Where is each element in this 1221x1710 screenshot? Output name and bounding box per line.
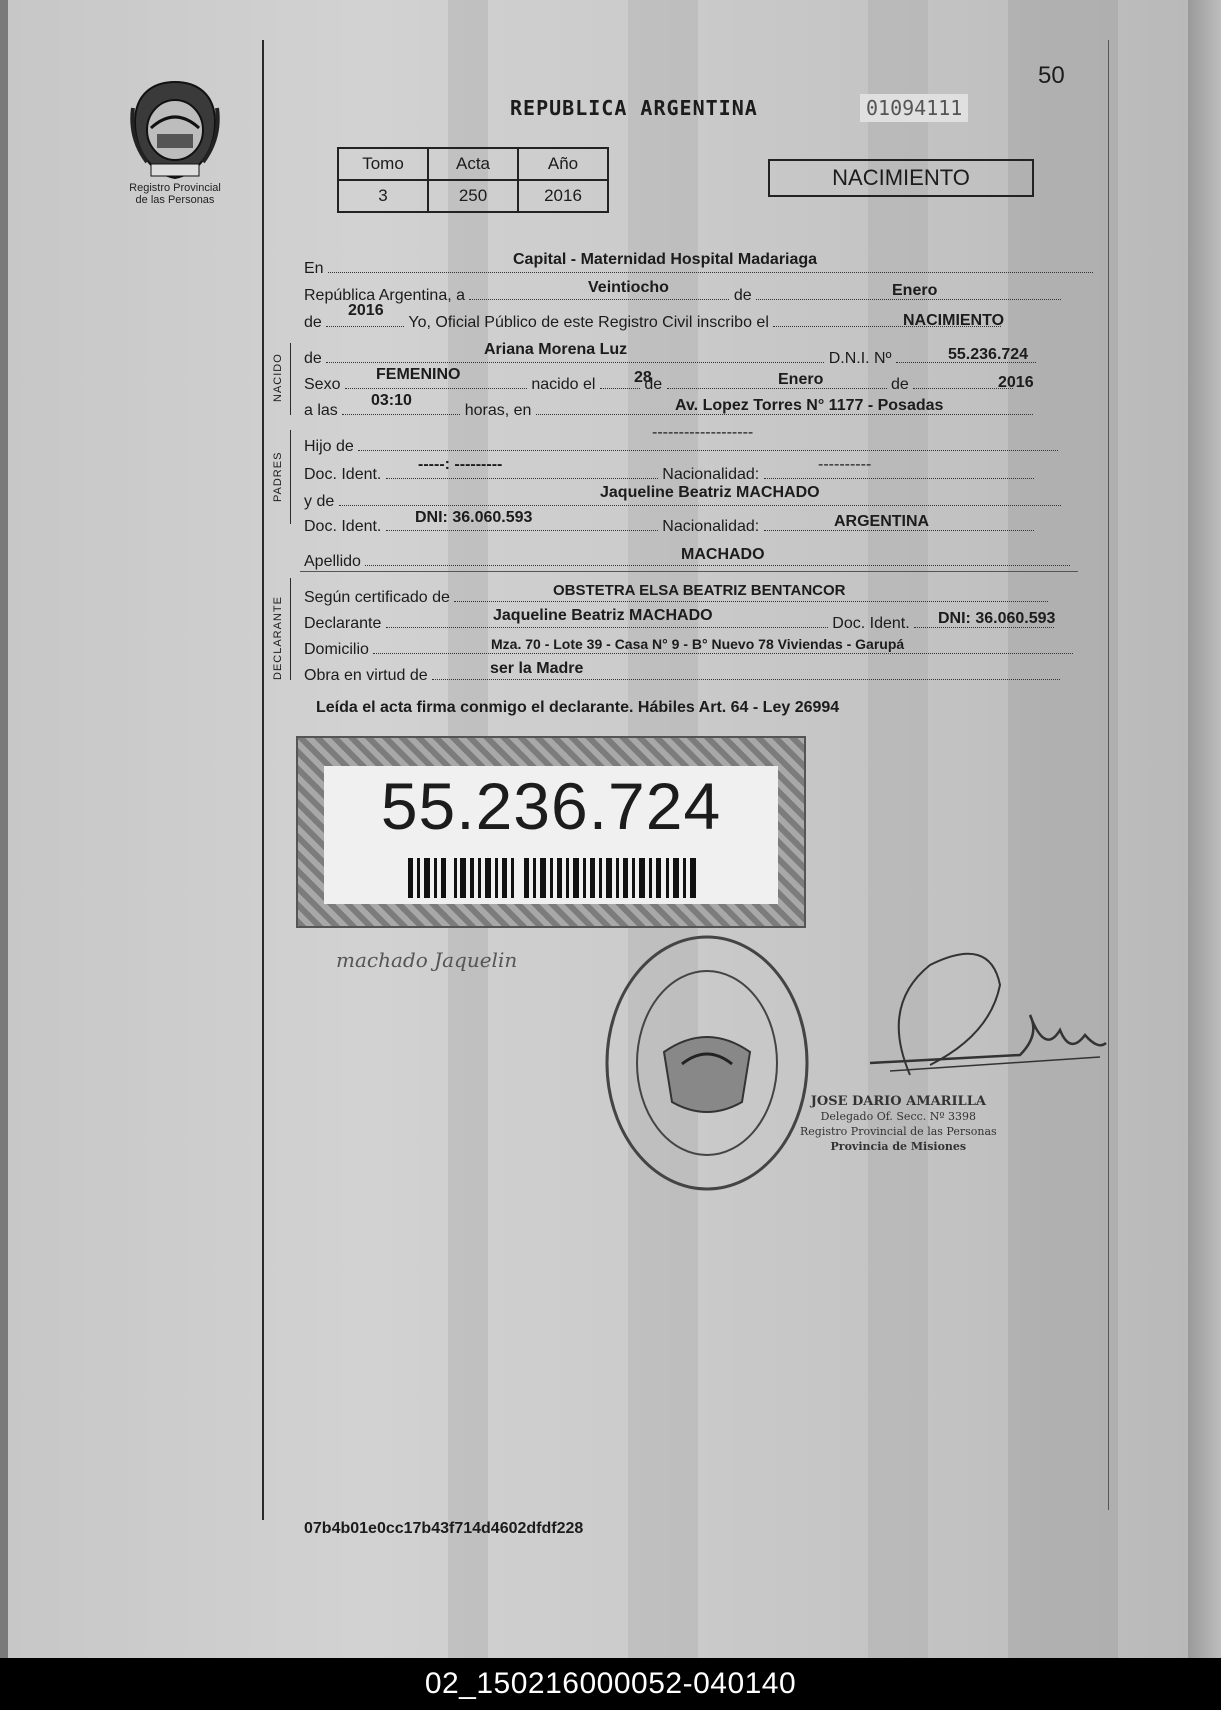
father-name: ------------------- xyxy=(652,424,754,441)
acta-header: Acta xyxy=(428,148,518,180)
birth-de-label-1: de xyxy=(644,376,663,393)
official-province: Provincia de Misiones xyxy=(830,1140,967,1153)
date-de-label: de xyxy=(733,287,752,304)
left-margin-rule xyxy=(262,40,264,1520)
mother-doc-label: Doc. Ident. xyxy=(304,518,382,535)
barcode-number: 55.236.724 xyxy=(380,769,722,843)
name-row xyxy=(304,346,1036,368)
official-signature-block xyxy=(800,1094,997,1154)
record-type-value: NACIMIENTO xyxy=(903,312,1005,329)
tomo-value: 3 xyxy=(338,180,428,212)
mother-doc: DNI: 36.060.593 xyxy=(415,509,533,526)
mother-nationality: ARGENTINA xyxy=(834,513,930,530)
logo-caption-line1: Registro Provincial xyxy=(129,182,221,194)
footer-id: 02_150216000052-040140 xyxy=(424,1667,797,1700)
year-prefix-label: de xyxy=(304,314,322,331)
registration-day: Veintiocho xyxy=(588,279,669,296)
declarant-doc-label: Doc. Ident. xyxy=(832,615,910,632)
registration-year: 2016 xyxy=(348,302,384,319)
acta-reference-table xyxy=(337,147,609,213)
section-divider xyxy=(300,571,1078,572)
dni-barcode-label xyxy=(296,736,806,928)
page-number: 50 xyxy=(1038,62,1065,89)
logo-caption-line2: de las Personas xyxy=(135,194,215,206)
name-de-label: de xyxy=(304,350,322,367)
birth-de-label-2: de xyxy=(891,376,909,393)
declarant-doc: DNI: 36.060.593 xyxy=(938,610,1056,627)
tomo-header: Tomo xyxy=(338,148,428,180)
registration-place: Capital - Maternidad Hospital Madariaga xyxy=(513,251,818,268)
copy-streak xyxy=(1008,0,1118,1658)
child-dni: 55.236.724 xyxy=(948,346,1029,363)
father-nationality-label: Nacionalidad: xyxy=(662,466,760,483)
father-nationality: ---------- xyxy=(818,456,872,473)
capacity-label: Obra en virtud de xyxy=(304,667,428,684)
registry-logo xyxy=(110,78,240,206)
declarant-signature: machado Jaquelin xyxy=(336,948,518,972)
capacity-value: ser la Madre xyxy=(490,660,584,677)
official-office: Registro Provincial de las Personas xyxy=(800,1125,997,1138)
birth-month: Enero xyxy=(778,371,824,388)
address-label: Domicilio xyxy=(304,641,369,658)
inscription-row xyxy=(304,310,1001,332)
mother-name: Jaqueline Beatriz MACHADO xyxy=(600,484,820,501)
birth-time: 03:10 xyxy=(371,392,412,409)
page-edge xyxy=(1188,0,1221,1658)
section-rule xyxy=(290,578,291,680)
yde-label: y de xyxy=(304,493,335,510)
acta-header-row xyxy=(338,148,608,180)
serial-number: 01094111 xyxy=(860,94,968,122)
address: Mza. 70 - Lote 39 - Casa N° 9 - B° Nuevo 78 Viviendas - Garupá xyxy=(491,636,905,652)
footer-id-bar xyxy=(0,1658,1221,1710)
official-stamp-icon xyxy=(602,932,812,1194)
barcode-inner xyxy=(324,766,778,904)
cert-label: Según certificado de xyxy=(304,589,450,606)
acta-value-row xyxy=(338,180,608,212)
dni-label: D.N.I. Nº xyxy=(828,350,892,367)
barcode-icon xyxy=(408,858,698,898)
official-role: Delegado Of. Secc. Nº 3398 xyxy=(820,1110,977,1123)
declarant-label: Declarante xyxy=(304,615,382,632)
acta-value: 250 xyxy=(428,180,518,212)
legal-statement: Leída el acta firma conmigo el declarante. Hábiles Art. 64 - Ley 26994 xyxy=(316,699,840,716)
en-label: En xyxy=(304,260,324,277)
sex-value: FEMENINO xyxy=(376,366,461,383)
apellido-label: Apellido xyxy=(304,553,361,570)
birth-day: 28 xyxy=(634,369,652,386)
section-label-padres: PADRES xyxy=(272,451,284,502)
section-rule xyxy=(290,430,291,524)
registration-month: Enero xyxy=(892,282,938,299)
section-label-nacido: NACIDO xyxy=(272,353,284,402)
official-name: JOSE DARIO AMARILLA xyxy=(810,1094,986,1109)
father-doc: -----: --------- xyxy=(418,456,503,473)
father-doc-label: Doc. Ident. xyxy=(304,466,382,483)
republica-label: República Argentina, a xyxy=(304,287,465,304)
record-type-box: NACIMIENTO xyxy=(768,159,1034,197)
mother-nationality-label: Nacionalidad: xyxy=(662,518,760,535)
section-label-declarante: DECLARANTE xyxy=(272,596,284,680)
capacity-row xyxy=(304,663,1060,685)
horas-label: horas, en xyxy=(464,402,532,419)
father-doc-row xyxy=(304,462,1034,484)
birth-year: 2016 xyxy=(998,374,1034,391)
surname: MACHADO xyxy=(681,546,765,563)
section-rule xyxy=(290,343,291,415)
date-row xyxy=(304,283,1061,305)
certificate-issuer: OBSTETRA ELSA BEATRIZ BENTANCOR xyxy=(553,582,846,599)
anio-value: 2016 xyxy=(518,180,608,212)
hijo-label: Hijo de xyxy=(304,438,354,455)
official-signature-icon xyxy=(870,945,1110,1105)
right-margin-rule xyxy=(1108,40,1109,1510)
inscription-text: Yo, Oficial Público de este Registro Civil inscribo el xyxy=(408,314,769,331)
nacido-label: nacido el xyxy=(531,376,596,393)
sexo-label: Sexo xyxy=(304,376,341,393)
declarant-name: Jaqueline Beatriz MACHADO xyxy=(493,607,713,624)
document-hash: 07b4b01e0cc17b43f714d4602dfdf228 xyxy=(304,1520,584,1537)
birth-place: Av. Lopez Torres N° 1177 - Posadas xyxy=(675,397,944,414)
child-name: Ariana Morena Luz xyxy=(484,341,628,358)
document-title: REPUBLICA ARGENTINA xyxy=(510,96,758,120)
copy-streak xyxy=(868,0,928,1658)
alas-label: a las xyxy=(304,402,338,419)
anio-header: Año xyxy=(518,148,608,180)
province-seal-icon xyxy=(127,78,223,182)
